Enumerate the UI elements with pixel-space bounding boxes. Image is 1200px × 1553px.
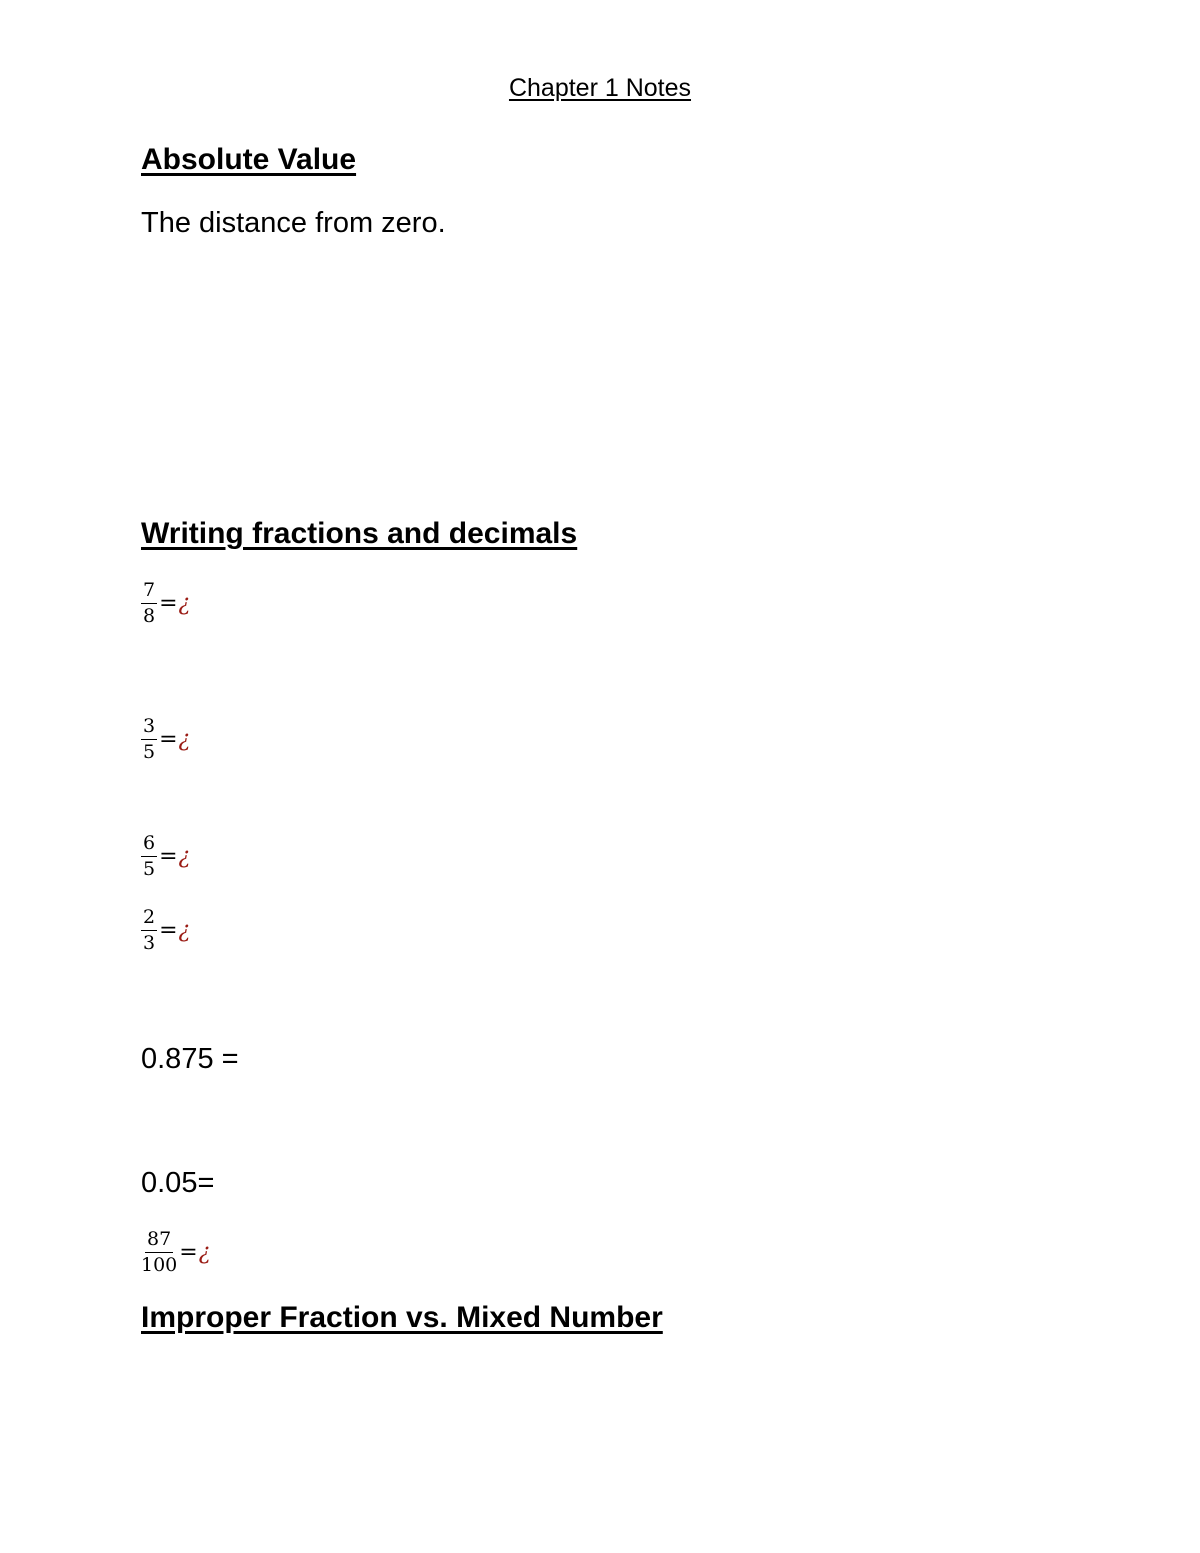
equals-sign: = xyxy=(159,843,178,869)
fraction-equation xyxy=(141,831,190,881)
numerator: 6 xyxy=(141,832,157,857)
fraction-equation xyxy=(141,905,190,955)
page-title: Chapter 1 Notes xyxy=(508,74,692,102)
fraction xyxy=(141,579,157,628)
numerator: 3 xyxy=(141,715,157,740)
denominator: 5 xyxy=(143,740,156,763)
decimal-equation: 0.05= xyxy=(141,1167,215,1199)
equals-sign: = xyxy=(159,726,178,752)
denominator: 8 xyxy=(143,604,156,627)
denominator: 100 xyxy=(141,1253,178,1276)
fraction xyxy=(141,1228,177,1277)
absolute-value-definition: The distance from zero. xyxy=(141,207,446,239)
answer-placeholder: ¿ xyxy=(178,843,191,869)
fraction xyxy=(141,715,157,764)
heading-writing-fractions-decimals: Writing fractions and decimals xyxy=(141,517,578,550)
fraction xyxy=(141,832,157,881)
heading-absolute-value: Absolute Value xyxy=(141,143,357,176)
numerator: 87 xyxy=(145,1228,173,1253)
answer-placeholder: ¿ xyxy=(178,726,191,752)
fraction-equation xyxy=(141,714,190,764)
fraction xyxy=(141,906,157,955)
numerator: 2 xyxy=(141,906,157,931)
answer-placeholder: ¿ xyxy=(178,590,191,616)
equals-sign: = xyxy=(179,1239,198,1265)
answer-placeholder: ¿ xyxy=(178,917,191,943)
equals-sign: = xyxy=(159,590,178,616)
denominator: 3 xyxy=(143,931,156,954)
decimal-equation: 0.875 = xyxy=(141,1043,239,1075)
numerator: 7 xyxy=(141,579,157,604)
answer-placeholder: ¿ xyxy=(198,1239,211,1265)
denominator: 5 xyxy=(143,857,156,880)
heading-improper-vs-mixed: Improper Fraction vs. Mixed Number xyxy=(141,1301,663,1334)
fraction-equation xyxy=(141,578,190,628)
fraction-equation xyxy=(141,1227,211,1277)
equals-sign: = xyxy=(159,917,178,943)
